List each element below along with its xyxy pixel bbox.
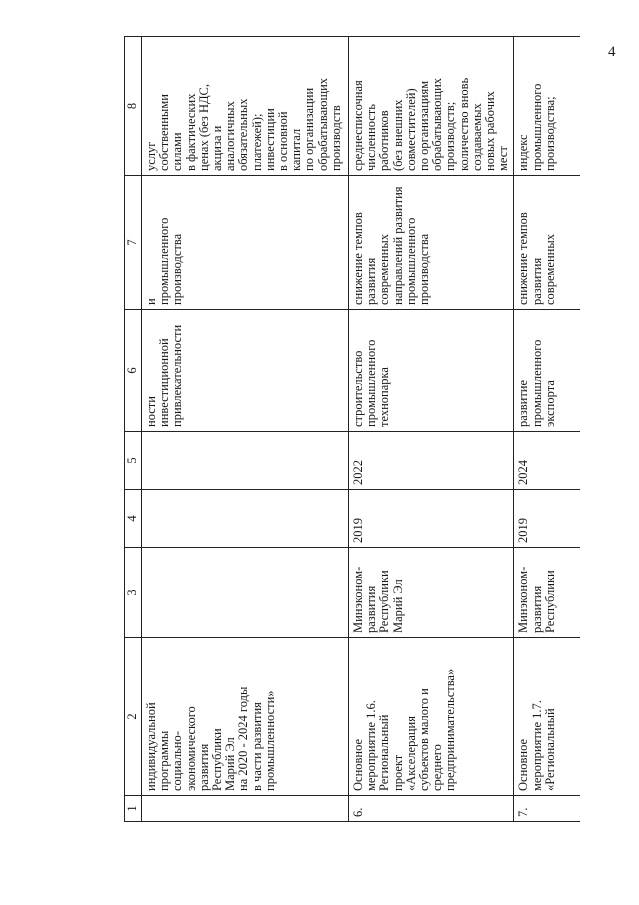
events-table [124,36,580,822]
end-year: 2024 [514,432,581,490]
rotated-table-container [124,37,557,822]
indicator: услуг собственными силами в фактических ценах (без НДС, акциза и аналогичных обязательных платежей); инвестиции в основной капитал по организации обрабатывающих производств [142,37,349,176]
expected-result: развитие промышленного экспорта [514,310,581,432]
indicator: среднесписочная численность работников (без внешних совместителей) по организациям обрабатывающих производств; количество вновь создаваемых новых рабочих мест [349,37,514,176]
indicator: индекс промышленного производства; [514,37,581,176]
row-number: 7. [514,796,581,822]
event-name: Основное мероприятие 1.6. Региональный проект «Акселерация субъектов малого и среднего предпринимательства» [349,638,514,796]
expected-result: строительство промышленного технопарка [349,310,514,432]
table-row [514,37,581,822]
header-cell: 5 [125,432,142,490]
consequence: снижение темпов развития современных направлений развития промышленного производства [349,176,514,310]
end-year [142,432,349,490]
row-number: 6. [349,796,514,822]
consequence: и промышленного производства [142,176,349,310]
executor: Минэконом- развития Республики Марий Эл [349,548,514,638]
header-cell: 2 [125,638,142,796]
executor [142,548,349,638]
header-cell: 6 [125,310,142,432]
start-year: 2019 [514,490,581,548]
header-cell: 4 [125,490,142,548]
header-cell: 3 [125,548,142,638]
expected-result: ности инвестиционной привлекательности [142,310,349,432]
header-cell: 7 [125,176,142,310]
table-row [142,37,349,822]
page-number: 4 [608,44,616,60]
event-name: Основное мероприятие 1.7. «Региональный [514,638,581,796]
executor: Минэконом- развития Республики [514,548,581,638]
consequence: снижение темпов развития современных [514,176,581,310]
header-cell: 8 [125,37,142,176]
table-row [349,37,514,822]
event-name: индивидуальной программы социально- экономического развития Республики Марий Эл на 2020 - 2024 годы в части развития промышленности» [142,638,349,796]
header-cell: 1 [125,796,142,822]
header-row [125,37,142,822]
start-year: 2019 [349,490,514,548]
end-year: 2022 [349,432,514,490]
start-year [142,490,349,548]
row-number [142,796,349,822]
